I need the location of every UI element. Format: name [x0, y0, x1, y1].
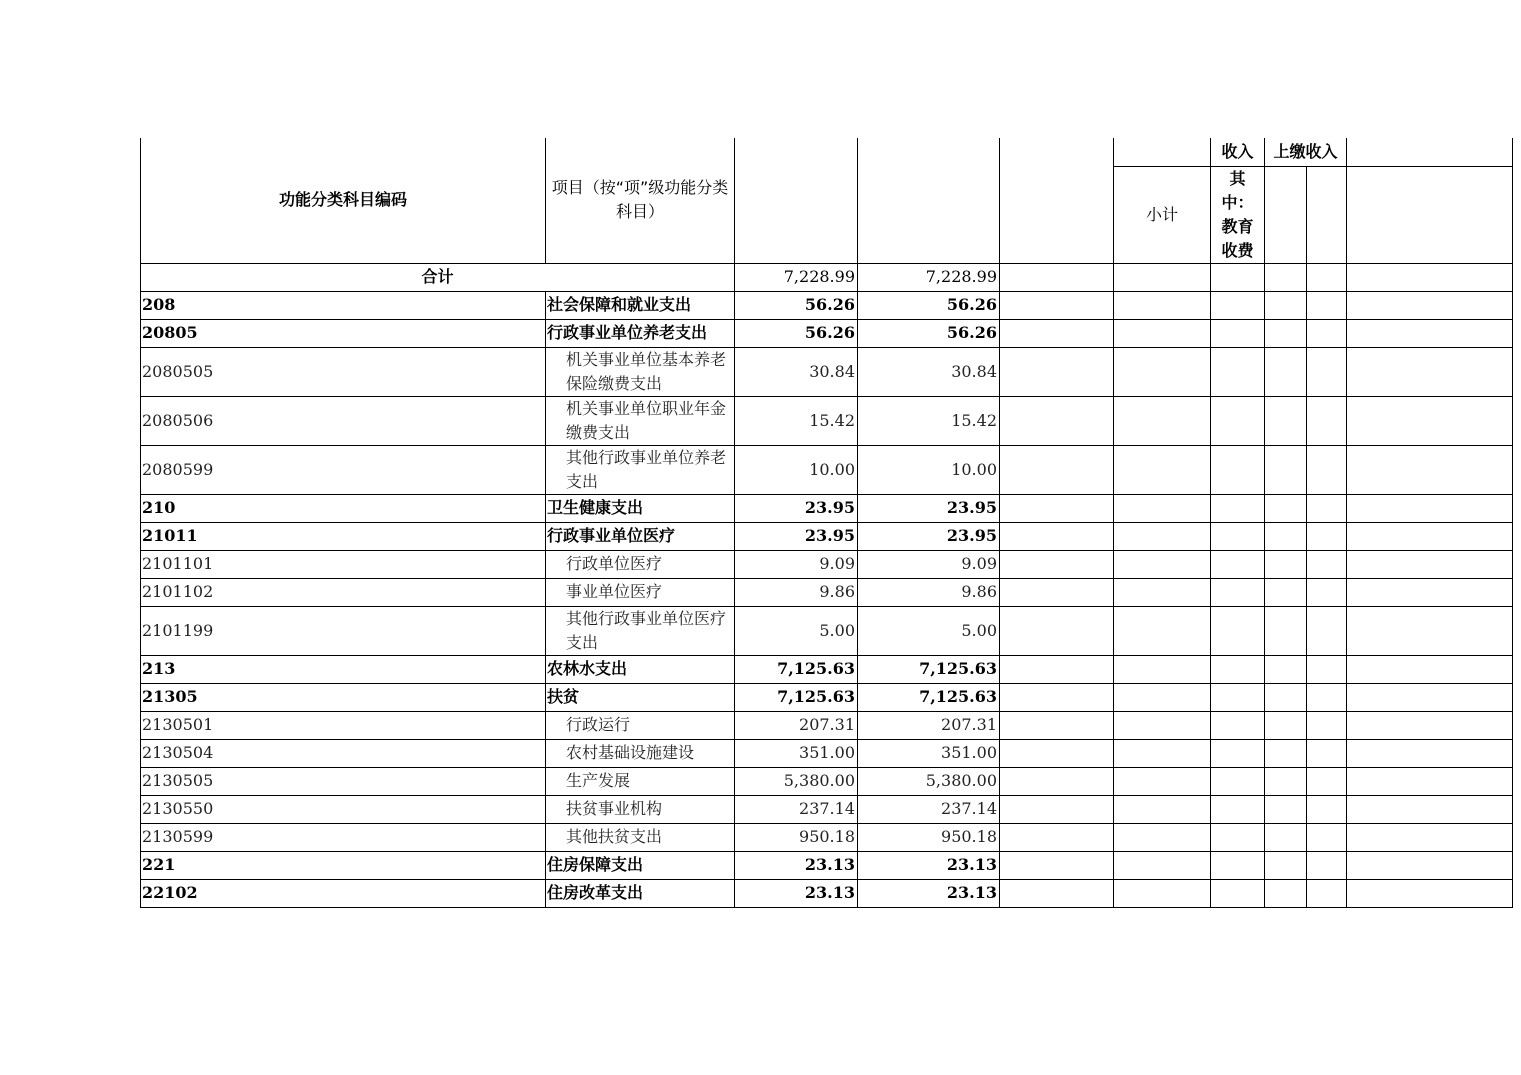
table-row [141, 823, 1513, 851]
total-label: 合计 [141, 263, 735, 291]
empty-cell [1000, 606, 1114, 655]
empty-cell [1211, 823, 1265, 851]
row-value-2: 5.00 [858, 606, 1000, 655]
row-value-1: 56.26 [735, 319, 858, 347]
empty-cell [1000, 522, 1114, 550]
row-name: 卫生健康支出 [546, 494, 735, 522]
row-code: 2101101 [141, 550, 546, 578]
row-name: 机关事业单位职业年金缴费支出 [546, 396, 735, 445]
row-value-1: 5,380.00 [735, 767, 858, 795]
row-value-2: 7,125.63 [858, 683, 1000, 711]
empty-cell [1114, 445, 1211, 494]
row-value-1: 56.26 [735, 291, 858, 319]
row-value-1: 23.95 [735, 522, 858, 550]
empty-cell [1000, 445, 1114, 494]
empty-cell [1347, 823, 1513, 851]
row-value-2: 7,125.63 [858, 655, 1000, 683]
row-value-2: 5,380.00 [858, 767, 1000, 795]
row-code: 22102 [141, 879, 546, 907]
row-code: 2101102 [141, 578, 546, 606]
row-name: 其他扶贫支出 [546, 823, 735, 851]
empty-cell [1114, 396, 1211, 445]
empty-cell [1347, 739, 1513, 767]
empty-cell [1265, 711, 1307, 739]
table-row [141, 494, 1513, 522]
header-blank-8 [1347, 166, 1513, 263]
table-row [141, 851, 1513, 879]
empty-cell [1347, 291, 1513, 319]
row-code: 2130504 [141, 739, 546, 767]
empty-cell [1114, 767, 1211, 795]
header-blank-2 [858, 138, 1000, 263]
empty-cell [1265, 578, 1307, 606]
empty-cell [1114, 739, 1211, 767]
row-code: 2130599 [141, 823, 546, 851]
empty-cell [1211, 879, 1265, 907]
table-row [141, 319, 1513, 347]
empty-cell [1347, 795, 1513, 823]
empty-cell [1347, 767, 1513, 795]
row-name: 住房保障支出 [546, 851, 735, 879]
empty-cell [1114, 795, 1211, 823]
row-value-1: 351.00 [735, 739, 858, 767]
empty-cell [1114, 711, 1211, 739]
header-blank-6 [1265, 166, 1307, 263]
header-income: 收入 [1211, 138, 1265, 166]
header-upper-income: 上缴收入 [1265, 138, 1347, 166]
empty-cell [1211, 494, 1265, 522]
table-row [141, 445, 1513, 494]
empty-cell [1000, 578, 1114, 606]
header-blank-5 [1347, 138, 1513, 166]
empty-cell [1211, 851, 1265, 879]
empty-cell [1000, 879, 1114, 907]
table-row [141, 683, 1513, 711]
table-row [141, 711, 1513, 739]
empty-cell [1265, 795, 1307, 823]
row-code: 2130550 [141, 795, 546, 823]
header-code: 功能分类科目编码 [141, 138, 546, 263]
row-name: 其他行政事业单位医疗支出 [546, 606, 735, 655]
empty-cell [1307, 655, 1347, 683]
row-name: 其他行政事业单位养老支出 [546, 445, 735, 494]
empty-cell [1000, 494, 1114, 522]
table-row [141, 522, 1513, 550]
empty-cell [1347, 494, 1513, 522]
empty-cell [1265, 739, 1307, 767]
empty-cell [1211, 522, 1265, 550]
empty-cell [1307, 578, 1347, 606]
empty-cell [1265, 445, 1307, 494]
empty-cell [1000, 711, 1114, 739]
row-code: 20805 [141, 319, 546, 347]
row-value-1: 9.09 [735, 550, 858, 578]
empty-cell [1347, 851, 1513, 879]
empty-cell [1114, 522, 1211, 550]
row-code: 21011 [141, 522, 546, 550]
empty-cell [1307, 739, 1347, 767]
row-name: 行政事业单位医疗 [546, 522, 735, 550]
empty-cell [1000, 683, 1114, 711]
header-subtotal: 小计 [1114, 166, 1211, 263]
empty-cell [1211, 291, 1265, 319]
empty-cell [1000, 795, 1114, 823]
header-edu-fee: 其中：教育收费 [1211, 166, 1265, 263]
row-value-1: 23.13 [735, 879, 858, 907]
table-row [141, 795, 1513, 823]
row-name: 事业单位医疗 [546, 578, 735, 606]
empty-cell [1307, 851, 1347, 879]
empty-cell [1265, 319, 1307, 347]
row-value-1: 30.84 [735, 347, 858, 396]
empty-cell [1347, 655, 1513, 683]
empty-cell [1307, 879, 1347, 907]
row-code: 210 [141, 494, 546, 522]
empty-cell [1307, 683, 1347, 711]
row-name: 行政事业单位养老支出 [546, 319, 735, 347]
row-value-2: 950.18 [858, 823, 1000, 851]
header-item: 项目（按“项”级功能分类科目） [546, 138, 735, 263]
total-row [141, 263, 1513, 291]
row-name: 扶贫 [546, 683, 735, 711]
empty-cell [1265, 767, 1307, 795]
total-v2: 7,228.99 [858, 263, 1000, 291]
header-blank-4 [1114, 138, 1211, 166]
row-value-2: 30.84 [858, 347, 1000, 396]
budget-table-sheet [140, 138, 1513, 908]
empty-cell [1000, 851, 1114, 879]
empty-cell [1307, 767, 1347, 795]
row-name: 生产发展 [546, 767, 735, 795]
row-code: 2130505 [141, 767, 546, 795]
empty-cell [1114, 319, 1211, 347]
table-row [141, 767, 1513, 795]
row-value-1: 23.13 [735, 851, 858, 879]
empty-cell [1347, 522, 1513, 550]
empty-cell [1347, 550, 1513, 578]
empty-cell [1211, 347, 1265, 396]
empty-cell [1307, 550, 1347, 578]
empty-cell [1265, 683, 1307, 711]
empty-cell [1307, 606, 1347, 655]
table-row [141, 578, 1513, 606]
row-value-2: 23.95 [858, 522, 1000, 550]
row-value-2: 207.31 [858, 711, 1000, 739]
empty-cell [1347, 606, 1513, 655]
empty-cell [1114, 578, 1211, 606]
empty-cell [1000, 739, 1114, 767]
row-value-2: 9.09 [858, 550, 1000, 578]
empty-cell [1265, 823, 1307, 851]
empty-cell [1307, 823, 1347, 851]
row-name: 机关事业单位基本养老保险缴费支出 [546, 347, 735, 396]
empty-cell [1000, 655, 1114, 683]
row-value-2: 237.14 [858, 795, 1000, 823]
empty-cell [1000, 319, 1114, 347]
empty-cell [1211, 795, 1265, 823]
empty-cell [1000, 291, 1114, 319]
row-name: 农林水支出 [546, 655, 735, 683]
row-value-1: 237.14 [735, 795, 858, 823]
row-name: 行政单位医疗 [546, 550, 735, 578]
row-value-2: 10.00 [858, 445, 1000, 494]
row-value-1: 9.86 [735, 578, 858, 606]
empty-cell [1347, 879, 1513, 907]
empty-cell [1347, 319, 1513, 347]
empty-cell [1000, 823, 1114, 851]
row-name: 行政运行 [546, 711, 735, 739]
empty-cell [1211, 767, 1265, 795]
row-value-1: 950.18 [735, 823, 858, 851]
row-name: 扶贫事业机构 [546, 795, 735, 823]
empty-cell [1265, 291, 1307, 319]
empty-cell [1211, 550, 1265, 578]
row-code: 208 [141, 291, 546, 319]
row-value-2: 56.26 [858, 319, 1000, 347]
row-value-2: 351.00 [858, 739, 1000, 767]
table-row [141, 739, 1513, 767]
row-value-2: 23.95 [858, 494, 1000, 522]
row-value-1: 7,125.63 [735, 655, 858, 683]
budget-table [140, 138, 1513, 908]
empty-cell [1307, 396, 1347, 445]
row-code: 2101199 [141, 606, 546, 655]
row-value-1: 7,125.63 [735, 683, 858, 711]
total-v1: 7,228.99 [735, 263, 858, 291]
row-code: 21305 [141, 683, 546, 711]
empty-cell [1347, 683, 1513, 711]
row-value-2: 15.42 [858, 396, 1000, 445]
row-value-2: 23.13 [858, 851, 1000, 879]
table-row [141, 550, 1513, 578]
empty-cell [1211, 396, 1265, 445]
empty-cell [1307, 522, 1347, 550]
empty-cell [1265, 494, 1307, 522]
empty-cell [1000, 767, 1114, 795]
empty-cell [1211, 739, 1265, 767]
table-row [141, 879, 1513, 907]
empty-cell [1307, 319, 1347, 347]
empty-cell [1211, 683, 1265, 711]
empty-cell [1347, 578, 1513, 606]
empty-cell [1114, 655, 1211, 683]
row-code: 213 [141, 655, 546, 683]
empty-cell [1307, 795, 1347, 823]
header-blank-7 [1307, 166, 1347, 263]
row-value-2: 9.86 [858, 578, 1000, 606]
empty-cell [1211, 445, 1265, 494]
table-row [141, 655, 1513, 683]
empty-cell [1000, 347, 1114, 396]
empty-cell [1347, 445, 1513, 494]
table-row [141, 291, 1513, 319]
empty-cell [1265, 347, 1307, 396]
row-name: 住房改革支出 [546, 879, 735, 907]
empty-cell [1265, 396, 1307, 445]
header-blank-3 [1000, 138, 1114, 263]
empty-cell [1000, 550, 1114, 578]
row-value-1: 10.00 [735, 445, 858, 494]
row-code: 2080506 [141, 396, 546, 445]
empty-cell [1114, 550, 1211, 578]
table-row [141, 396, 1513, 445]
empty-cell [1211, 319, 1265, 347]
row-value-1: 207.31 [735, 711, 858, 739]
empty-cell [1114, 683, 1211, 711]
row-value-2: 56.26 [858, 291, 1000, 319]
row-value-1: 15.42 [735, 396, 858, 445]
empty-cell [1211, 655, 1265, 683]
row-name: 社会保障和就业支出 [546, 291, 735, 319]
empty-cell [1211, 711, 1265, 739]
row-value-2: 23.13 [858, 879, 1000, 907]
empty-cell [1265, 655, 1307, 683]
header-blank-1 [735, 138, 858, 263]
row-name: 农村基础设施建设 [546, 739, 735, 767]
empty-cell [1307, 711, 1347, 739]
row-value-1: 23.95 [735, 494, 858, 522]
empty-cell [1211, 606, 1265, 655]
row-value-1: 5.00 [735, 606, 858, 655]
row-code: 2080599 [141, 445, 546, 494]
empty-cell [1265, 851, 1307, 879]
empty-cell [1307, 445, 1347, 494]
empty-cell [1265, 606, 1307, 655]
empty-cell [1347, 396, 1513, 445]
table-row [141, 347, 1513, 396]
empty-cell [1347, 711, 1513, 739]
empty-cell [1307, 291, 1347, 319]
empty-cell [1114, 291, 1211, 319]
empty-cell [1307, 347, 1347, 396]
empty-cell [1114, 879, 1211, 907]
empty-cell [1265, 879, 1307, 907]
empty-cell [1307, 494, 1347, 522]
empty-cell [1114, 851, 1211, 879]
table-row [141, 606, 1513, 655]
empty-cell [1114, 347, 1211, 396]
row-code: 2080505 [141, 347, 546, 396]
empty-cell [1347, 347, 1513, 396]
empty-cell [1265, 522, 1307, 550]
empty-cell [1211, 578, 1265, 606]
empty-cell [1114, 823, 1211, 851]
empty-cell [1114, 494, 1211, 522]
empty-cell [1114, 606, 1211, 655]
row-code: 221 [141, 851, 546, 879]
empty-cell [1000, 396, 1114, 445]
empty-cell [1265, 550, 1307, 578]
row-code: 2130501 [141, 711, 546, 739]
